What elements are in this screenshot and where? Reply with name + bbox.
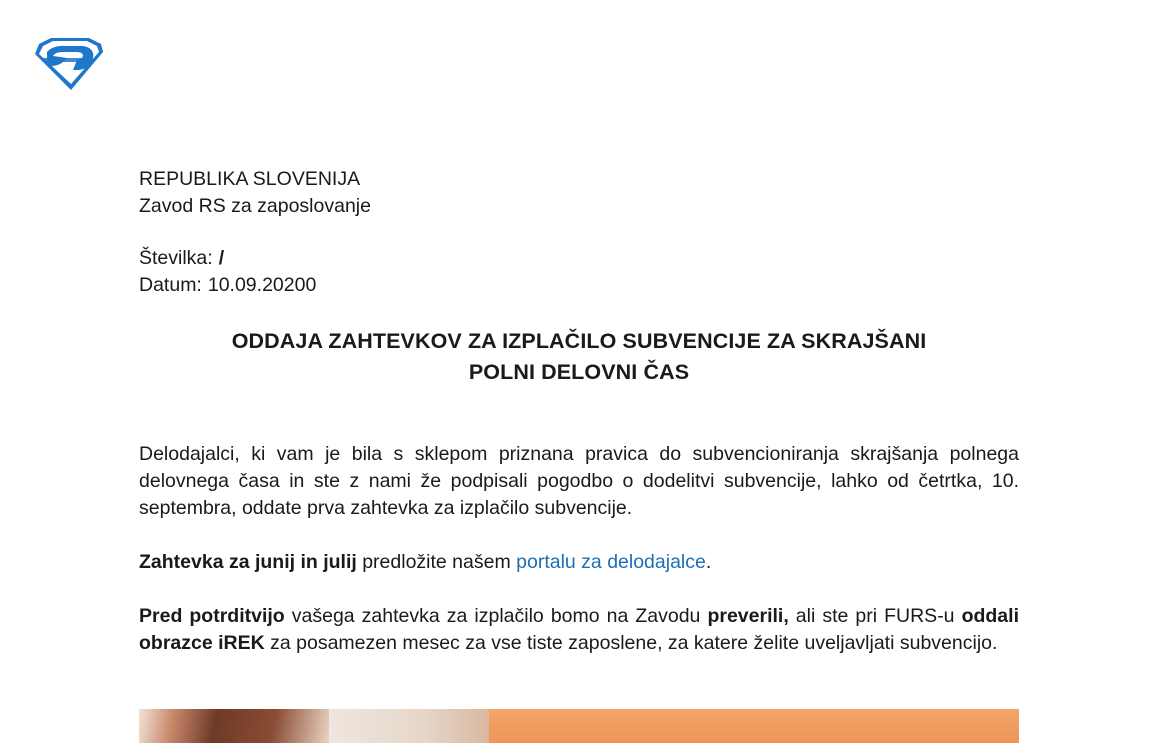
- photo-middle-segment: [329, 709, 489, 743]
- submission-end: .: [705, 551, 712, 573]
- submission-text: predložite našem: [356, 551, 517, 573]
- paragraph-verification: [139, 603, 1019, 657]
- employer-portal-link[interactable]: portalu za delodajalce: [516, 551, 706, 573]
- paragraph-submission: [139, 549, 1019, 576]
- country-name: REPUBLIKA SLOVENIJA: [139, 168, 361, 190]
- title-line-2: POLNI DELOVNI ČAS: [468, 360, 690, 384]
- document-meta: [139, 245, 316, 299]
- institution-header: [139, 166, 371, 220]
- date-label: Datum:: [139, 274, 202, 296]
- zrsz-logo-icon: [33, 36, 105, 92]
- verification-bold-3: oddali obrazce iREK: [139, 605, 1019, 654]
- verification-text-3: za posamezen mesec za vse tiste zaposlene, za katere želite uveljavljati subvencijo.: [264, 632, 998, 654]
- verification-text-1: vašega zahtevka za izplačilo bomo na Zavodu: [284, 605, 708, 627]
- institution-name: Zavod RS za zaposlovanje: [139, 195, 371, 217]
- photo-left-segment: [139, 709, 329, 743]
- verification-bold-2: preverili,: [707, 605, 789, 627]
- title-line-1: ODDAJA ZAHTEVKOV ZA IZPLAČILO SUBVENCIJE ZA SKRAJŠANI: [231, 329, 927, 353]
- document-title: [139, 326, 1019, 388]
- verification-bold-1: Pred potrditvijo: [139, 605, 285, 627]
- date-row: [139, 272, 316, 299]
- document-photo: [139, 709, 1019, 743]
- submission-bold: Zahtevka za junij in julij: [139, 551, 357, 573]
- number-row: [139, 245, 316, 272]
- verification-text-2: ali ste pri FURS-u: [788, 605, 962, 627]
- date-value: 10.09.20200: [207, 274, 317, 296]
- number-label: Številka:: [139, 247, 213, 269]
- photo-right-segment: [489, 709, 1019, 743]
- paragraph-employers: Delodajalci, ki vam je bila s sklepom priznana pravica do subvencioniranja skrajšanja polnega delovnega časa in ste z nami že podpisali pogodbo o dodelitvi subvencije, lahko od četrtka, 10. septembra, oddate prva zahtevka za izplačilo subvencije.: [139, 443, 1019, 519]
- number-value: /: [218, 247, 225, 269]
